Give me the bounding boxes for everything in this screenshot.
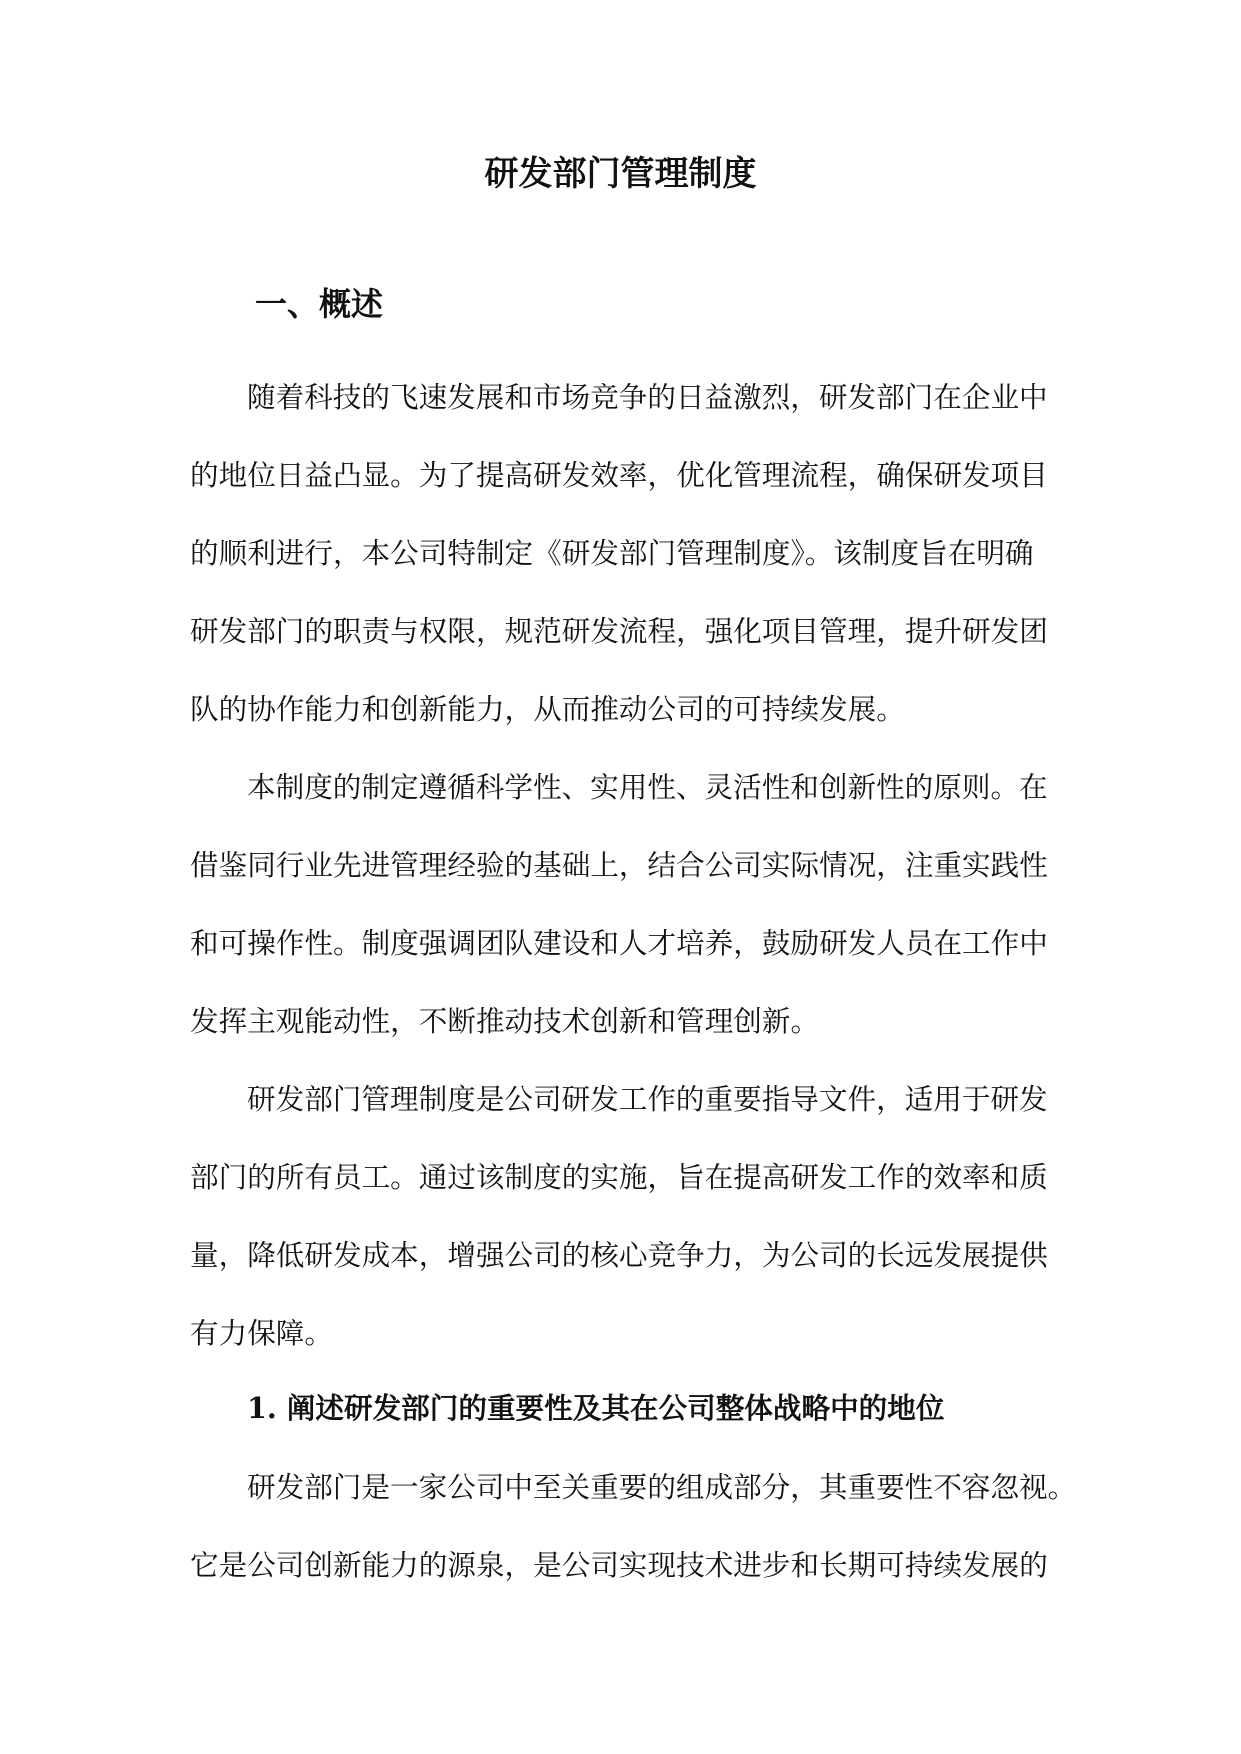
- paragraph-line: 研发部门的职责与权限，规范研发流程，强化项目管理，提升研发团: [190, 614, 1048, 648]
- paragraph-1: [190, 358, 1060, 748]
- paragraph-line: 队的协作能力和创新能力，从而推动公司的可持续发展。: [190, 692, 905, 726]
- paragraph-line: 的顺利进行，本公司特制定《研发部门管理制度》。该制度旨在明确: [190, 536, 1034, 570]
- paragraph-line: 发挥主观能动性，不断推动技术创新和管理创新。: [190, 1004, 820, 1038]
- document-title: 研发部门管理制度: [484, 154, 757, 194]
- paragraph-2: [190, 748, 1060, 1060]
- paragraph-3: [190, 1060, 1060, 1372]
- paragraph-line: 本制度的制定遵循科学性、实用性、灵活性和创新性的原则。在: [247, 770, 1048, 804]
- paragraph-line: 随着科技的飞速发展和市场竞争的日益激烈，研发部门在企业中: [247, 380, 1048, 414]
- paragraph-4: [190, 1448, 1077, 1604]
- paragraph-line: 量，降低研发成本，增强公司的核心竞争力，为公司的长远发展提供: [190, 1238, 1048, 1272]
- paragraph-line: 有力保障。: [190, 1316, 333, 1350]
- paragraph-line: 研发部门管理制度是公司研发工作的重要指导文件，适用于研发: [247, 1082, 1048, 1116]
- paragraph-line: 研发部门是一家公司中至关重要的组成部分，其重要性不容忽视。: [247, 1470, 1077, 1504]
- paragraph-line: 的地位日益凸显。为了提高研发效率，优化管理流程，确保研发项目: [190, 458, 1048, 492]
- paragraph-line: 部门的所有员工。通过该制度的实施，旨在提高研发工作的效率和质: [190, 1160, 1048, 1194]
- paragraph-line: 借鉴同行业先进管理经验的基础上，结合公司实际情况，注重实践性: [190, 848, 1048, 882]
- subheading-1: 1. 阐述研发部门的重要性及其在公司整体战略中的地位: [247, 1391, 945, 1425]
- section-heading-overview: 一、概述: [255, 285, 384, 323]
- paragraph-line: 它是公司创新能力的源泉，是公司实现技术进步和长期可持续发展的: [190, 1548, 1048, 1582]
- paragraph-line: 和可操作性。制度强调团队建设和人才培养，鼓励研发人员在工作中: [190, 926, 1048, 960]
